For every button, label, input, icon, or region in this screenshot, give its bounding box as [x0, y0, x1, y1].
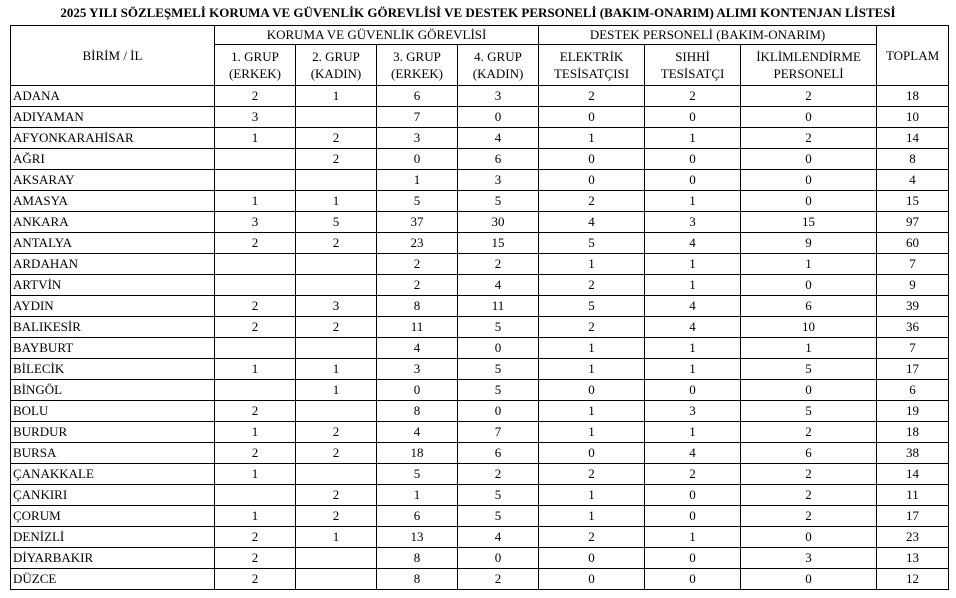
elektrik-cell: 0 — [539, 569, 645, 590]
group-2-cell: 2 — [296, 485, 377, 506]
province-cell: BOLU — [11, 401, 215, 422]
table-row — [11, 422, 949, 443]
iklimlendirme-cell: 15 — [741, 212, 877, 233]
elektrik-cell: 1 — [539, 506, 645, 527]
elektrik-cell: 2 — [539, 317, 645, 338]
group-2-cell: 2 — [296, 317, 377, 338]
group-4-cell: 2 — [458, 569, 539, 590]
province-cell: DENİZLİ — [11, 527, 215, 548]
sihhi-cell: 1 — [645, 359, 741, 380]
sihhi-cell: 1 — [645, 254, 741, 275]
toplam-cell: 9 — [877, 275, 949, 296]
group-1-cell: 2 — [215, 233, 296, 254]
group-4-header: 4. GRUP (KADIN) — [458, 45, 539, 86]
group-1-cell: 2 — [215, 317, 296, 338]
table-row — [11, 107, 949, 128]
group-3-cell: 13 — [377, 527, 458, 548]
group-3-cell: 0 — [377, 149, 458, 170]
group-2-cell — [296, 548, 377, 569]
province-cell: AĞRI — [11, 149, 215, 170]
toplam-cell: 38 — [877, 443, 949, 464]
table-row — [11, 338, 949, 359]
elektrik-cell: 1 — [539, 128, 645, 149]
elektrik-cell: 1 — [539, 401, 645, 422]
toplam-cell: 14 — [877, 464, 949, 485]
toplam-cell: 10 — [877, 107, 949, 128]
iklimlendirme-cell: 0 — [741, 527, 877, 548]
sihhi-header: SIHHİ TESİSATÇI — [645, 45, 741, 86]
province-cell: AMASYA — [11, 191, 215, 212]
group-3-cell: 3 — [377, 128, 458, 149]
toplam-cell: 19 — [877, 401, 949, 422]
group-2-cell: 2 — [296, 506, 377, 527]
table-row — [11, 359, 949, 380]
group-4-cell: 7 — [458, 422, 539, 443]
elektrik-cell: 0 — [539, 107, 645, 128]
iklimlendirme-cell: 0 — [741, 569, 877, 590]
sihhi-cell: 4 — [645, 233, 741, 254]
province-cell: BURDUR — [11, 422, 215, 443]
province-cell: AFYONKARAHİSAR — [11, 128, 215, 149]
group-2-cell — [296, 275, 377, 296]
table-row — [11, 254, 949, 275]
sihhi-cell: 0 — [645, 170, 741, 191]
toplam-cell: 18 — [877, 422, 949, 443]
province-cell: DÜZCE — [11, 569, 215, 590]
elektrik-cell: 2 — [539, 464, 645, 485]
quota-table — [10, 25, 949, 590]
elektrik-cell: 5 — [539, 233, 645, 254]
iklimlendirme-cell: 2 — [741, 485, 877, 506]
toplam-cell: 15 — [877, 191, 949, 212]
table-row — [11, 317, 949, 338]
group-3-cell: 8 — [377, 401, 458, 422]
elektrik-cell: 1 — [539, 359, 645, 380]
group-4-cell: 5 — [458, 317, 539, 338]
table-row — [11, 569, 949, 590]
sihhi-cell: 2 — [645, 86, 741, 107]
sihhi-cell: 4 — [645, 317, 741, 338]
sihhi-cell: 0 — [645, 506, 741, 527]
table-row — [11, 548, 949, 569]
group-3-cell: 1 — [377, 485, 458, 506]
group-2-cell — [296, 170, 377, 191]
group-3-cell: 2 — [377, 275, 458, 296]
elektrik-cell: 2 — [539, 275, 645, 296]
elektrik-header: ELEKTRİK TESİSATÇISI — [539, 45, 645, 86]
table-row — [11, 170, 949, 191]
group-4-cell: 0 — [458, 548, 539, 569]
toplam-cell: 14 — [877, 128, 949, 149]
group-3-cell: 7 — [377, 107, 458, 128]
group-4-cell: 4 — [458, 527, 539, 548]
group-1-cell — [215, 254, 296, 275]
group-3-cell: 0 — [377, 380, 458, 401]
group-2-cell — [296, 254, 377, 275]
province-cell: ADIYAMAN — [11, 107, 215, 128]
group-2-cell: 1 — [296, 380, 377, 401]
iklimlendirme-cell: 0 — [741, 170, 877, 191]
group-2-cell: 2 — [296, 233, 377, 254]
group-1-cell: 1 — [215, 191, 296, 212]
sihhi-cell: 0 — [645, 149, 741, 170]
header-group-row — [11, 26, 949, 45]
table-row — [11, 212, 949, 233]
iklimlendirme-cell: 2 — [741, 86, 877, 107]
group-4-cell: 0 — [458, 338, 539, 359]
group-4-cell: 5 — [458, 191, 539, 212]
sihhi-cell: 1 — [645, 128, 741, 149]
sihhi-cell: 0 — [645, 107, 741, 128]
iklimlendirme-cell: 0 — [741, 149, 877, 170]
group-2-cell — [296, 401, 377, 422]
elektrik-cell: 2 — [539, 527, 645, 548]
elektrik-cell: 1 — [539, 485, 645, 506]
group-4-cell: 4 — [458, 275, 539, 296]
group-3-cell: 6 — [377, 86, 458, 107]
sihhi-cell: 2 — [645, 464, 741, 485]
table-row — [11, 485, 949, 506]
table-row — [11, 233, 949, 254]
group-1-cell: 1 — [215, 128, 296, 149]
province-cell: BALIKESİR — [11, 317, 215, 338]
toplam-cell: 7 — [877, 338, 949, 359]
iklimlendirme-cell: 6 — [741, 296, 877, 317]
table-row — [11, 191, 949, 212]
table-row — [11, 443, 949, 464]
iklimlendirme-cell: 2 — [741, 128, 877, 149]
iklimlendirme-cell: 2 — [741, 464, 877, 485]
table-row — [11, 128, 949, 149]
group-3-cell: 3 — [377, 359, 458, 380]
toplam-cell: 39 — [877, 296, 949, 317]
group-2-cell: 1 — [296, 527, 377, 548]
sihhi-cell: 0 — [645, 548, 741, 569]
sihhi-cell: 0 — [645, 485, 741, 506]
toplam-cell: 23 — [877, 527, 949, 548]
group-4-cell: 2 — [458, 464, 539, 485]
elektrik-cell: 0 — [539, 548, 645, 569]
group-4-cell: 4 — [458, 128, 539, 149]
group-3-cell: 5 — [377, 464, 458, 485]
group-2-header: 2. GRUP (KADIN) — [296, 45, 377, 86]
iklimlendirme-header: İKLİMLENDİRME PERSONELİ — [741, 45, 877, 86]
toplam-cell: 11 — [877, 485, 949, 506]
elektrik-cell: 1 — [539, 338, 645, 359]
group-3-cell: 4 — [377, 338, 458, 359]
sihhi-cell: 3 — [645, 212, 741, 233]
table-row — [11, 275, 949, 296]
province-cell: ADANA — [11, 86, 215, 107]
sihhi-cell: 1 — [645, 422, 741, 443]
group-2-cell: 1 — [296, 86, 377, 107]
group-1-cell: 2 — [215, 401, 296, 422]
group-1-cell — [215, 170, 296, 191]
group-3-cell: 2 — [377, 254, 458, 275]
group-3-cell: 8 — [377, 569, 458, 590]
elektrik-cell: 2 — [539, 86, 645, 107]
province-cell: BAYBURT — [11, 338, 215, 359]
group-4-cell: 3 — [458, 170, 539, 191]
iklimlendirme-cell: 0 — [741, 107, 877, 128]
group-3-cell: 18 — [377, 443, 458, 464]
birim-header: BİRİM / İL — [11, 26, 215, 86]
toplam-cell: 97 — [877, 212, 949, 233]
group-1-cell — [215, 149, 296, 170]
group-1-cell: 2 — [215, 443, 296, 464]
sihhi-cell: 3 — [645, 401, 741, 422]
elektrik-cell: 1 — [539, 254, 645, 275]
table-row — [11, 296, 949, 317]
sihhi-cell: 4 — [645, 296, 741, 317]
province-cell: ANKARA — [11, 212, 215, 233]
toplam-cell: 17 — [877, 359, 949, 380]
group-1-cell: 1 — [215, 422, 296, 443]
elektrik-cell: 0 — [539, 443, 645, 464]
group-4-cell: 3 — [458, 86, 539, 107]
group-1-cell — [215, 275, 296, 296]
toplam-cell: 12 — [877, 569, 949, 590]
province-cell: ANTALYA — [11, 233, 215, 254]
group-1-cell — [215, 338, 296, 359]
group-4-cell: 5 — [458, 506, 539, 527]
group-3-cell: 8 — [377, 548, 458, 569]
iklimlendirme-cell: 2 — [741, 506, 877, 527]
sihhi-cell: 1 — [645, 338, 741, 359]
sihhi-cell: 1 — [645, 527, 741, 548]
group-2-cell — [296, 569, 377, 590]
group-4-cell: 0 — [458, 401, 539, 422]
group-3-cell: 5 — [377, 191, 458, 212]
table-row — [11, 149, 949, 170]
toplam-header: TOPLAM — [877, 26, 949, 86]
province-cell: AYDIN — [11, 296, 215, 317]
group-3-cell: 4 — [377, 422, 458, 443]
group-2-cell: 3 — [296, 296, 377, 317]
group-2-cell — [296, 107, 377, 128]
iklimlendirme-cell: 5 — [741, 401, 877, 422]
group-4-cell: 15 — [458, 233, 539, 254]
iklimlendirme-cell: 9 — [741, 233, 877, 254]
group-4-cell: 5 — [458, 380, 539, 401]
elektrik-cell: 2 — [539, 191, 645, 212]
elektrik-cell: 4 — [539, 212, 645, 233]
table-row — [11, 506, 949, 527]
table-row — [11, 86, 949, 107]
table-body — [11, 86, 949, 590]
iklimlendirme-cell: 1 — [741, 338, 877, 359]
table-row — [11, 527, 949, 548]
group-1-cell: 1 — [215, 464, 296, 485]
group-2-cell — [296, 464, 377, 485]
iklimlendirme-cell: 6 — [741, 443, 877, 464]
group-2-cell: 5 — [296, 212, 377, 233]
iklimlendirme-cell: 1 — [741, 254, 877, 275]
group-4-cell: 6 — [458, 149, 539, 170]
elektrik-cell: 5 — [539, 296, 645, 317]
group-3-cell: 8 — [377, 296, 458, 317]
iklimlendirme-cell: 2 — [741, 422, 877, 443]
sihhi-cell: 0 — [645, 569, 741, 590]
sihhi-cell: 0 — [645, 380, 741, 401]
group-1-cell: 2 — [215, 296, 296, 317]
group-1-cell — [215, 380, 296, 401]
group-2-cell: 2 — [296, 422, 377, 443]
group-1-cell: 3 — [215, 212, 296, 233]
elektrik-cell: 0 — [539, 149, 645, 170]
group-1-cell: 2 — [215, 548, 296, 569]
province-cell: ÇANKIRI — [11, 485, 215, 506]
toplam-cell: 13 — [877, 548, 949, 569]
toplam-cell: 18 — [877, 86, 949, 107]
toplam-cell: 17 — [877, 506, 949, 527]
table-row — [11, 380, 949, 401]
province-cell: ÇORUM — [11, 506, 215, 527]
elektrik-cell: 0 — [539, 380, 645, 401]
table-row — [11, 464, 949, 485]
group-3-cell: 11 — [377, 317, 458, 338]
group-2-cell: 2 — [296, 443, 377, 464]
toplam-cell: 6 — [877, 380, 949, 401]
group-3-cell: 37 — [377, 212, 458, 233]
group-1-cell: 1 — [215, 359, 296, 380]
province-cell: ÇANAKKALE — [11, 464, 215, 485]
province-cell: AKSARAY — [11, 170, 215, 191]
iklimlendirme-cell: 3 — [741, 548, 877, 569]
table-row — [11, 401, 949, 422]
toplam-cell: 60 — [877, 233, 949, 254]
toplam-cell: 8 — [877, 149, 949, 170]
group-3-cell: 23 — [377, 233, 458, 254]
group-1-cell: 2 — [215, 527, 296, 548]
group-2-cell: 2 — [296, 128, 377, 149]
province-cell: ARTVİN — [11, 275, 215, 296]
group-3-header: 3. GRUP (ERKEK) — [377, 45, 458, 86]
group-4-cell: 11 — [458, 296, 539, 317]
province-cell: BURSA — [11, 443, 215, 464]
group-4-cell: 30 — [458, 212, 539, 233]
group-2-cell — [296, 338, 377, 359]
iklimlendirme-cell: 0 — [741, 275, 877, 296]
sihhi-cell: 1 — [645, 275, 741, 296]
group-2-cell: 1 — [296, 359, 377, 380]
province-cell: BİNGÖL — [11, 380, 215, 401]
destek-group-header: DESTEK PERSONELİ (BAKIM-ONARIM) — [539, 26, 877, 45]
group-3-cell: 1 — [377, 170, 458, 191]
group-4-cell: 2 — [458, 254, 539, 275]
elektrik-cell: 1 — [539, 422, 645, 443]
group-3-cell: 6 — [377, 506, 458, 527]
province-cell: BİLECİK — [11, 359, 215, 380]
group-1-cell: 1 — [215, 506, 296, 527]
toplam-cell: 36 — [877, 317, 949, 338]
toplam-cell: 7 — [877, 254, 949, 275]
province-cell: ARDAHAN — [11, 254, 215, 275]
iklimlendirme-cell: 0 — [741, 380, 877, 401]
koruma-group-header: KORUMA VE GÜVENLİK GÖREVLİSİ — [215, 26, 539, 45]
province-cell: DİYARBAKIR — [11, 548, 215, 569]
group-4-cell: 5 — [458, 359, 539, 380]
iklimlendirme-cell: 0 — [741, 191, 877, 212]
iklimlendirme-cell: 10 — [741, 317, 877, 338]
group-4-cell: 6 — [458, 443, 539, 464]
group-2-cell: 1 — [296, 191, 377, 212]
group-4-cell: 5 — [458, 485, 539, 506]
group-1-cell: 2 — [215, 569, 296, 590]
page-title: 2025 YILI SÖZLEŞMELİ KORUMA VE GÜVENLİK GÖREVLİSİ VE DESTEK PERSONELİ (BAKIM-ONARIM) ALIMI KONTENJAN LİSTESİ — [60, 5, 896, 20]
elektrik-cell: 0 — [539, 170, 645, 191]
group-1-cell — [215, 485, 296, 506]
sihhi-cell: 1 — [645, 191, 741, 212]
group-1-header: 1. GRUP (ERKEK) — [215, 45, 296, 86]
group-4-cell: 0 — [458, 107, 539, 128]
iklimlendirme-cell: 5 — [741, 359, 877, 380]
group-1-cell: 3 — [215, 107, 296, 128]
group-2-cell: 2 — [296, 149, 377, 170]
sihhi-cell: 4 — [645, 443, 741, 464]
group-1-cell: 2 — [215, 86, 296, 107]
toplam-cell: 4 — [877, 170, 949, 191]
